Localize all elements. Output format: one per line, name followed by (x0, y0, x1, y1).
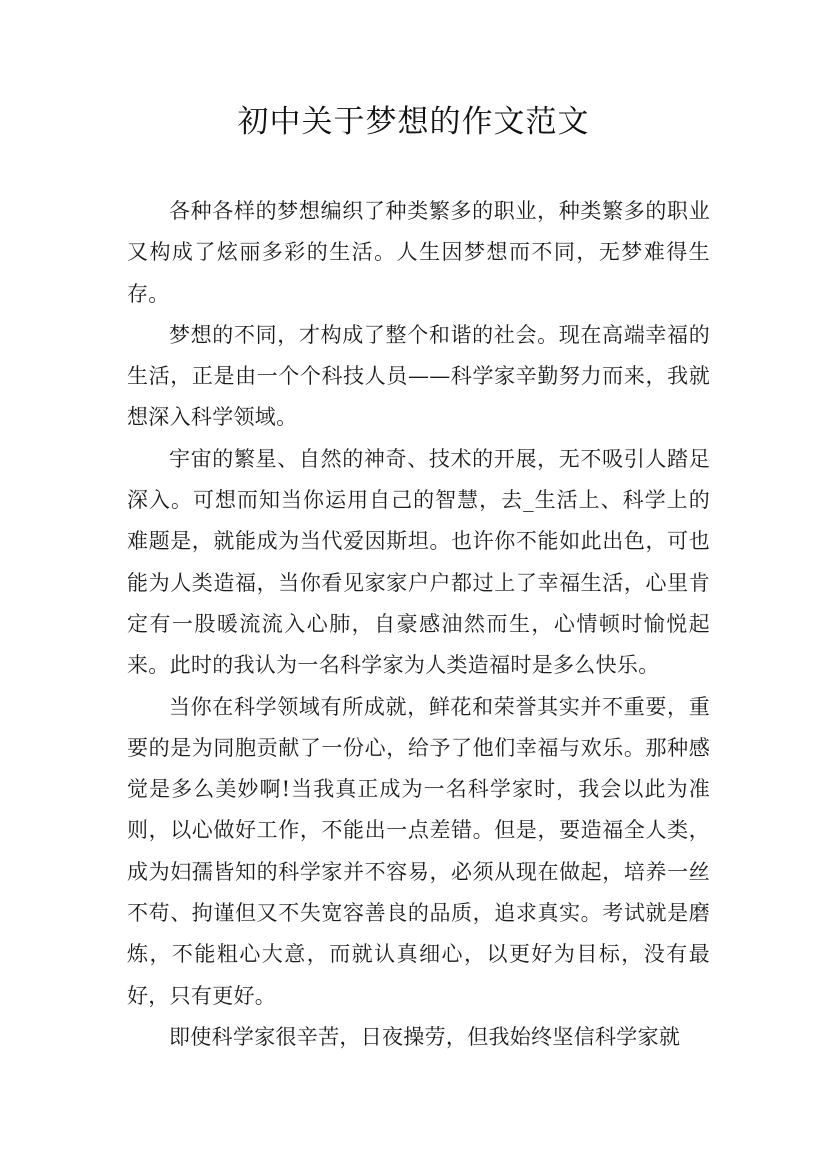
paragraph-4: 当你在科学领域有所成就，鲜花和荣誉其实并不重要，重要的是为同胞贡献了一份心，给予了他们幸福与欢乐。那种感觉是多么美妙啊!当我真正成为一名科学家时，我会以此为准则，以心做好工作，不能出一点差错。但是，要造福全人类，成为妇孺皆知的科学家并不容易，必须从现在做起，培养一丝不苟、拘谨但又不失宽容善良的品质，追求真实。考试就是磨炼，不能粗心大意，而就认真细心，以更好为目标，没有最好，只有更好。 (127, 694, 710, 1008)
document-title: 初中关于梦想的作文范文 (237, 104, 590, 140)
paragraph-3: 宇宙的繁星、自然的神奇、技术的开展，无不吸引人踏足深入。可想而知当你运用自己的智慧，去_生活上、科学上的难题是，就能成为当代爱因斯坦。也许你不能如此出色，可也能为人类造福，当你看见家家户户都过上了幸福生活，心里肯定有一股暖流流入心肺，自豪感油然而生，心情顿时愉悦起来。此时的我认为一名科学家为人类造福时是多么快乐。 (127, 446, 710, 678)
paragraph-2: 梦想的不同，才构成了整个和谐的社会。现在高端幸福的生活，正是由一个个科技人员——科学家辛勤努力而来，我就想深入科学领域。 (127, 322, 710, 430)
document-body (127, 191, 710, 1058)
paragraph-1: 各种各样的梦想编织了种类繁多的职业，种类繁多的职业又构成了炫丽多彩的生活。人生因梦想而不同，无梦难得生存。 (127, 199, 710, 306)
paragraph-5: 即使科学家很辛苦，日夜操劳，但我始终坚信科学家就 (169, 1024, 681, 1049)
